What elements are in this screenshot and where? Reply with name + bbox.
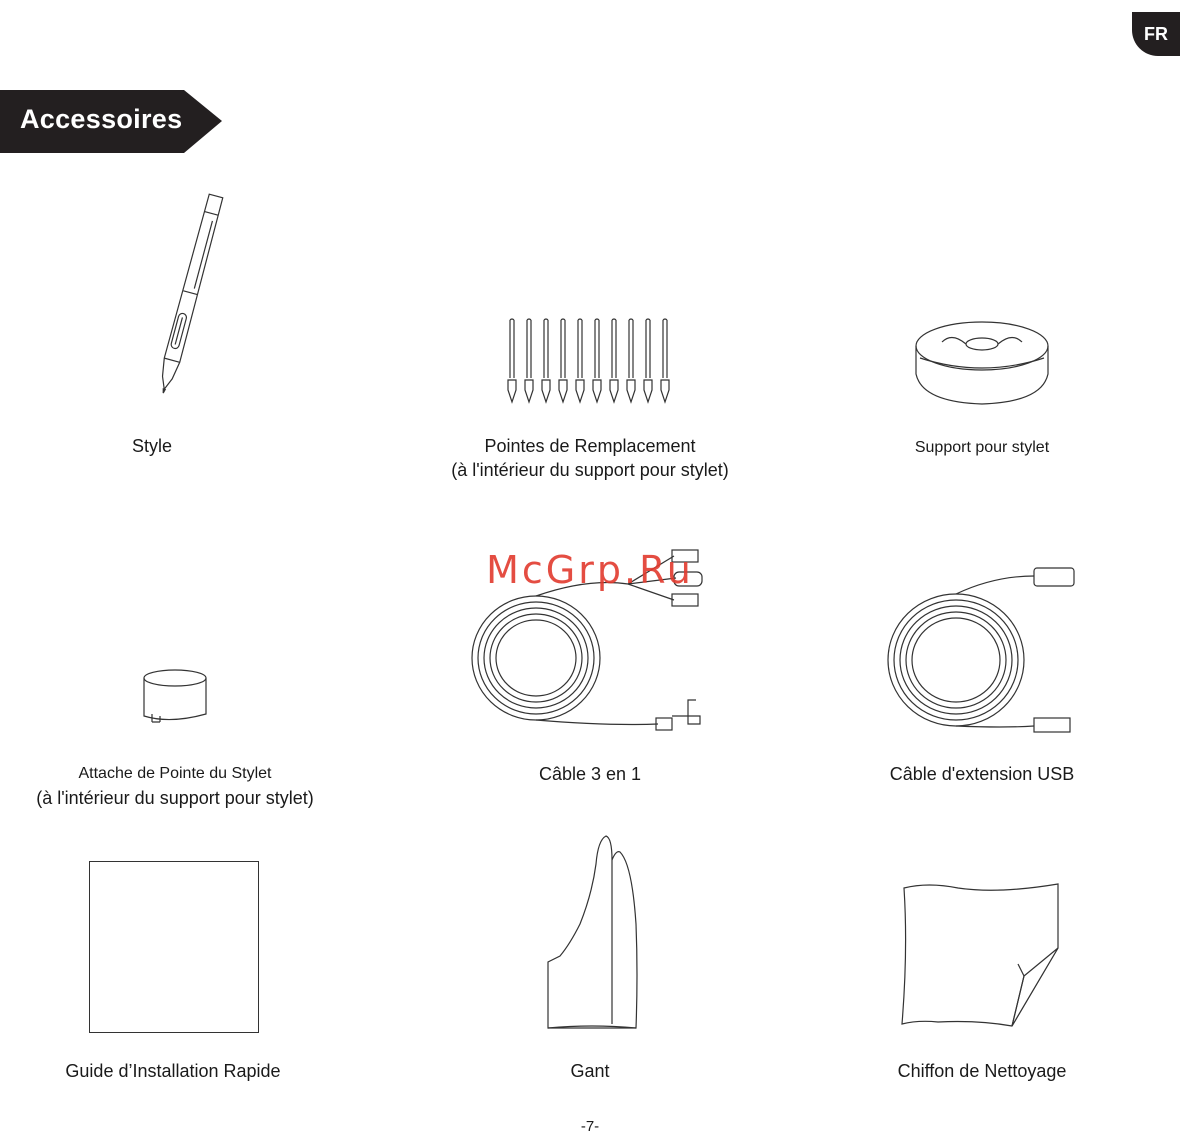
glove-icon: [540, 834, 660, 1030]
watermark: McGrp.Ru: [486, 548, 694, 592]
item-label-nibs: [390, 434, 790, 482]
page-number: -7-: [580, 1118, 600, 1135]
item-label-cleaning-cloth: Chiffon de Nettoyage: [897, 1061, 1067, 1081]
cleaning-cloth-icon: [898, 880, 1064, 1028]
item-label-nibs-line1: Pointes de Remplacement: [484, 436, 696, 456]
section-banner: [0, 90, 222, 153]
item-label-stylus: Style: [131, 436, 173, 456]
stylus-pen-icon: [150, 190, 230, 410]
item-label-usb-extension: Câble d'extension USB: [889, 764, 1075, 784]
item-label-nib-clip-line2: (à l'intérieur du support pour stylet): [36, 788, 314, 808]
item-label-nib-clip: [10, 762, 340, 810]
item-label-nibs-line2: (à l'intérieur du support pour stylet): [451, 460, 729, 480]
language-badge: FR: [1132, 12, 1180, 56]
pen-holder-icon: [912, 318, 1052, 408]
item-label-glove: Gant: [570, 1061, 610, 1081]
item-label-nib-clip-line1: Attache de Pointe du Stylet: [78, 765, 272, 782]
replacement-nibs-icon: [505, 318, 680, 408]
item-label-pen-holder: Support pour stylet: [914, 439, 1050, 456]
item-label-three-in-one-cable: Câble 3 en 1: [538, 764, 642, 784]
quick-guide-icon: [89, 861, 259, 1033]
nib-clip-icon: [140, 666, 210, 726]
item-label-quick-guide: Guide d’Installation Rapide: [65, 1061, 281, 1081]
section-title: Accessoires: [20, 104, 183, 134]
